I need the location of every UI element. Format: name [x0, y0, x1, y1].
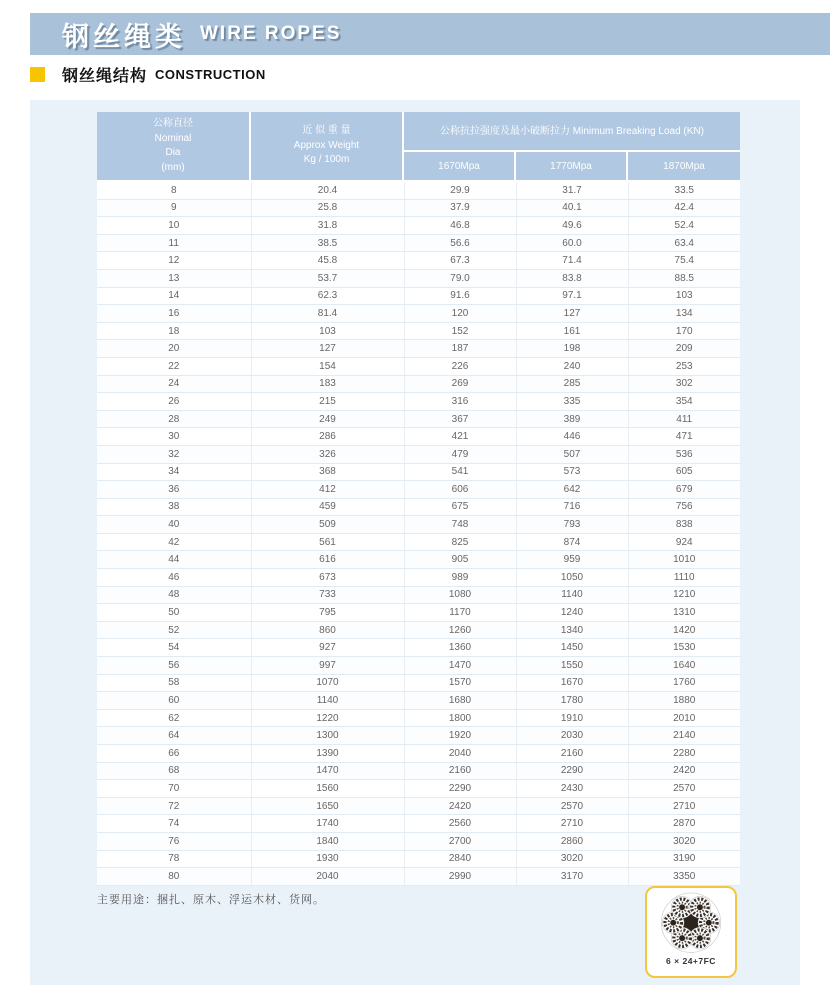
- table-row: [97, 357, 740, 375]
- table-cell: 1110: [628, 569, 740, 587]
- table-cell: 354: [628, 393, 740, 411]
- table-cell: 536: [628, 445, 740, 463]
- table-cell: 8: [97, 182, 251, 199]
- table-cell: 34: [97, 463, 251, 481]
- table-cell: 2560: [404, 815, 516, 833]
- table-cell: 22: [97, 357, 251, 375]
- table-cell: 335: [516, 393, 628, 411]
- table-cell: 63.4: [628, 234, 740, 252]
- table-cell: 3350: [628, 868, 740, 886]
- table-cell: 79.0: [404, 269, 516, 287]
- table-cell: 2430: [516, 780, 628, 798]
- table-row: [97, 322, 740, 340]
- table-cell: 83.8: [516, 269, 628, 287]
- header-breaking-load-title: 公称抗拉强度及最小破断拉力 Minimum Breaking Load (KN): [404, 112, 740, 152]
- table-cell: 46: [97, 569, 251, 587]
- table-row: [97, 674, 740, 692]
- table-cell: 1640: [628, 657, 740, 675]
- table-cell: 606: [404, 481, 516, 499]
- table-cell: 2040: [404, 745, 516, 763]
- rope-cross-section-icon: [658, 891, 724, 957]
- table-cell: 12: [97, 252, 251, 270]
- table-cell: 1680: [404, 692, 516, 710]
- table-cell: 446: [516, 428, 628, 446]
- table-header: [97, 112, 740, 180]
- table-cell: 14: [97, 287, 251, 305]
- table-cell: 25.8: [251, 199, 404, 217]
- header-nominal-dia-zh: 公称直径: [153, 118, 193, 129]
- table-cell: 80: [97, 868, 251, 886]
- spec-table: [97, 112, 740, 886]
- table-row: [97, 217, 740, 235]
- table-cell: 541: [404, 463, 516, 481]
- table-cell: 561: [251, 533, 404, 551]
- table-cell: 1920: [404, 727, 516, 745]
- table-cell: 37.9: [404, 199, 516, 217]
- yellow-square-bullet-icon: [30, 67, 45, 82]
- table-row: [97, 498, 740, 516]
- table-row: [97, 340, 740, 358]
- table-row: [97, 533, 740, 551]
- table-cell: 905: [404, 551, 516, 569]
- table-cell: 134: [628, 305, 740, 323]
- usage-note: 主要用途：捆扎、原木、浮运木材、货网。: [97, 894, 325, 906]
- table-cell: 389: [516, 410, 628, 428]
- table-cell: 1450: [516, 639, 628, 657]
- table-cell: 97.1: [516, 287, 628, 305]
- table-row: [97, 569, 740, 587]
- table-row: [97, 463, 740, 481]
- table-row: [97, 516, 740, 534]
- table-cell: 642: [516, 481, 628, 499]
- section-title-en: CONSTRUCTION: [155, 67, 266, 82]
- table-cell: 68: [97, 762, 251, 780]
- header-nominal-dia-en1: Nominal: [154, 132, 192, 144]
- header-approx-weight-zh: 近 似 重 量: [302, 125, 351, 137]
- table-cell: 1420: [628, 621, 740, 639]
- table-cell: 605: [628, 463, 740, 481]
- table-cell: 103: [628, 287, 740, 305]
- table-cell: 16: [97, 305, 251, 323]
- table-cell: 54: [97, 639, 251, 657]
- table-cell: 67.3: [404, 252, 516, 270]
- table-cell: 72: [97, 797, 251, 815]
- table-cell: 471: [628, 428, 740, 446]
- table-cell: 285: [516, 375, 628, 393]
- table-row: [97, 586, 740, 604]
- table-cell: 2700: [404, 832, 516, 850]
- header-grade-1670: 1670Mpa: [404, 152, 516, 180]
- table-cell: 66: [97, 745, 251, 763]
- table-cell: 1010: [628, 551, 740, 569]
- table-cell: 1220: [251, 709, 404, 727]
- table-cell: 269: [404, 375, 516, 393]
- table-cell: 2420: [628, 762, 740, 780]
- table-cell: 62.3: [251, 287, 404, 305]
- table-cell: 874: [516, 533, 628, 551]
- table-cell: 997: [251, 657, 404, 675]
- table-cell: 1170: [404, 604, 516, 622]
- table-cell: 127: [251, 340, 404, 358]
- table-cell: 56.6: [404, 234, 516, 252]
- table-cell: 1740: [251, 815, 404, 833]
- table-cell: 33.5: [628, 182, 740, 199]
- table-row: [97, 234, 740, 252]
- table-cell: 3020: [516, 850, 628, 868]
- table-cell: 412: [251, 481, 404, 499]
- table-cell: 60.0: [516, 234, 628, 252]
- table-row: [97, 393, 740, 411]
- table-cell: 26: [97, 393, 251, 411]
- table-cell: 1470: [404, 657, 516, 675]
- table-cell: 509: [251, 516, 404, 534]
- table-row: [97, 780, 740, 798]
- table-row: [97, 269, 740, 287]
- header-approx-weight-en1: Approx Weight: [293, 139, 360, 151]
- table-cell: 2990: [404, 868, 516, 886]
- table-cell: 1050: [516, 569, 628, 587]
- table-cell: 52: [97, 621, 251, 639]
- table-body: [97, 182, 740, 885]
- table-cell: 959: [516, 551, 628, 569]
- table-cell: 1840: [251, 832, 404, 850]
- table-cell: 49.6: [516, 217, 628, 235]
- table-cell: 2010: [628, 709, 740, 727]
- table-cell: 74: [97, 815, 251, 833]
- table-cell: 1930: [251, 850, 404, 868]
- table-cell: 29.9: [404, 182, 516, 199]
- header-grade-row: [404, 152, 740, 180]
- table-cell: 170: [628, 322, 740, 340]
- table-cell: 198: [516, 340, 628, 358]
- table-cell: 1670: [516, 674, 628, 692]
- table-cell: 2870: [628, 815, 740, 833]
- table-cell: 103: [251, 322, 404, 340]
- rope-construction-label: 6 × 24+7FC: [666, 956, 716, 966]
- table-row: [97, 305, 740, 323]
- table-row: [97, 797, 740, 815]
- table-cell: 2140: [628, 727, 740, 745]
- table-row: [97, 252, 740, 270]
- table-cell: 226: [404, 357, 516, 375]
- header-breaking-load-group: [404, 112, 740, 180]
- table-cell: 42: [97, 533, 251, 551]
- table-cell: 2710: [516, 815, 628, 833]
- table-cell: 2040: [251, 868, 404, 886]
- table-cell: 733: [251, 586, 404, 604]
- banner-title-en: WIRE ROPES: [200, 23, 342, 44]
- table-cell: 127: [516, 305, 628, 323]
- table-cell: 989: [404, 569, 516, 587]
- table-cell: 120: [404, 305, 516, 323]
- table-cell: 367: [404, 410, 516, 428]
- table-cell: 2570: [628, 780, 740, 798]
- table-cell: 31.8: [251, 217, 404, 235]
- table-cell: 60: [97, 692, 251, 710]
- table-cell: 286: [251, 428, 404, 446]
- table-cell: 20.4: [251, 182, 404, 199]
- table-cell: 1360: [404, 639, 516, 657]
- table-cell: 459: [251, 498, 404, 516]
- table-cell: 1800: [404, 709, 516, 727]
- table-cell: 1390: [251, 745, 404, 763]
- section-heading: [30, 63, 266, 86]
- table-cell: 30: [97, 428, 251, 446]
- table-cell: 793: [516, 516, 628, 534]
- table-cell: 1070: [251, 674, 404, 692]
- table-cell: 1210: [628, 586, 740, 604]
- table-row: [97, 287, 740, 305]
- table-cell: 36: [97, 481, 251, 499]
- header-nominal-dia-en3: (mm): [161, 161, 185, 173]
- table-cell: 368: [251, 463, 404, 481]
- table-cell: 3190: [628, 850, 740, 868]
- table-cell: 748: [404, 516, 516, 534]
- table-cell: 1570: [404, 674, 516, 692]
- table-cell: 20: [97, 340, 251, 358]
- banner-title-zh: 钢丝绳类: [62, 21, 186, 52]
- table-cell: 2280: [628, 745, 740, 763]
- table-cell: 31.7: [516, 182, 628, 199]
- table-cell: 58: [97, 674, 251, 692]
- table-row: [97, 745, 740, 763]
- table-cell: 45.8: [251, 252, 404, 270]
- table-cell: 11: [97, 234, 251, 252]
- table-cell: 78: [97, 850, 251, 868]
- table-cell: 10: [97, 217, 251, 235]
- table-cell: 75.4: [628, 252, 740, 270]
- table-cell: 1650: [251, 797, 404, 815]
- table-cell: 1470: [251, 762, 404, 780]
- table-cell: 18: [97, 322, 251, 340]
- table-row: [97, 868, 740, 886]
- table-row: [97, 410, 740, 428]
- table-cell: 1140: [251, 692, 404, 710]
- table-cell: 825: [404, 533, 516, 551]
- table-cell: 316: [404, 393, 516, 411]
- table-cell: 1300: [251, 727, 404, 745]
- table-row: [97, 199, 740, 217]
- table-cell: 1780: [516, 692, 628, 710]
- table-cell: 675: [404, 498, 516, 516]
- table-row: [97, 850, 740, 868]
- table-cell: 1240: [516, 604, 628, 622]
- table-cell: 924: [628, 533, 740, 551]
- table-cell: 838: [628, 516, 740, 534]
- table-cell: 154: [251, 357, 404, 375]
- table-cell: 2160: [516, 745, 628, 763]
- table-cell: 1260: [404, 621, 516, 639]
- table-cell: 9: [97, 199, 251, 217]
- header-grade-1770: 1770Mpa: [516, 152, 628, 180]
- table-cell: 616: [251, 551, 404, 569]
- table-cell: 91.6: [404, 287, 516, 305]
- table-cell: 302: [628, 375, 740, 393]
- table-cell: 1910: [516, 709, 628, 727]
- table-row: [97, 551, 740, 569]
- table-cell: 860: [251, 621, 404, 639]
- table-cell: 421: [404, 428, 516, 446]
- table-cell: 71.4: [516, 252, 628, 270]
- table-row: [97, 445, 740, 463]
- header-nominal-dia: [97, 112, 251, 180]
- table-row: [97, 815, 740, 833]
- table-cell: 44: [97, 551, 251, 569]
- table-row: [97, 762, 740, 780]
- table-cell: 1140: [516, 586, 628, 604]
- header-approx-weight: [251, 112, 404, 180]
- table-cell: 215: [251, 393, 404, 411]
- header-approx-weight-en2: Kg / 100m: [303, 154, 350, 166]
- table-cell: 3020: [628, 832, 740, 850]
- table-cell: 1340: [516, 621, 628, 639]
- table-cell: 209: [628, 340, 740, 358]
- table-cell: 673: [251, 569, 404, 587]
- section-title-zh: 钢丝绳结构: [62, 68, 148, 85]
- content-panel: [30, 100, 800, 985]
- table-cell: 187: [404, 340, 516, 358]
- table-row: [97, 727, 740, 745]
- table-cell: 253: [628, 357, 740, 375]
- table-cell: 2290: [404, 780, 516, 798]
- table-cell: 326: [251, 445, 404, 463]
- table-cell: 70: [97, 780, 251, 798]
- table-row: [97, 375, 740, 393]
- table-row: [97, 604, 740, 622]
- table-cell: 249: [251, 410, 404, 428]
- table-row: [97, 639, 740, 657]
- table-cell: 679: [628, 481, 740, 499]
- table-cell: 38: [97, 498, 251, 516]
- table-cell: 756: [628, 498, 740, 516]
- rope-cross-section-card: [645, 886, 737, 978]
- table-cell: 2570: [516, 797, 628, 815]
- table-cell: 40: [97, 516, 251, 534]
- table-cell: 161: [516, 322, 628, 340]
- table-cell: 2860: [516, 832, 628, 850]
- table-cell: 1880: [628, 692, 740, 710]
- table-cell: 2030: [516, 727, 628, 745]
- table-row: [97, 428, 740, 446]
- table-cell: 240: [516, 357, 628, 375]
- table-cell: 56: [97, 657, 251, 675]
- table-row: [97, 481, 740, 499]
- table-cell: 1550: [516, 657, 628, 675]
- table-cell: 507: [516, 445, 628, 463]
- table-cell: 927: [251, 639, 404, 657]
- table-row: [97, 182, 740, 199]
- table-cell: 479: [404, 445, 516, 463]
- table-cell: 81.4: [251, 305, 404, 323]
- table-cell: 1310: [628, 604, 740, 622]
- table-cell: 40.1: [516, 199, 628, 217]
- table-row: [97, 709, 740, 727]
- table-cell: 32: [97, 445, 251, 463]
- table-cell: 1560: [251, 780, 404, 798]
- table-cell: 1080: [404, 586, 516, 604]
- table-cell: 716: [516, 498, 628, 516]
- page-banner: [30, 13, 830, 55]
- table-cell: 2710: [628, 797, 740, 815]
- table-cell: 2840: [404, 850, 516, 868]
- table-cell: 2160: [404, 762, 516, 780]
- table-cell: 1530: [628, 639, 740, 657]
- table-cell: 64: [97, 727, 251, 745]
- table-cell: 50: [97, 604, 251, 622]
- table-row: [97, 621, 740, 639]
- table-cell: 53.7: [251, 269, 404, 287]
- table-cell: 2290: [516, 762, 628, 780]
- header-nominal-dia-en2: Dia: [165, 147, 181, 158]
- table-row: [97, 692, 740, 710]
- table-cell: 795: [251, 604, 404, 622]
- table-cell: 152: [404, 322, 516, 340]
- table-cell: 88.5: [628, 269, 740, 287]
- table-cell: 13: [97, 269, 251, 287]
- table-cell: 28: [97, 410, 251, 428]
- table-row: [97, 657, 740, 675]
- table-cell: 411: [628, 410, 740, 428]
- table-row: [97, 832, 740, 850]
- table-cell: 62: [97, 709, 251, 727]
- table-cell: 46.8: [404, 217, 516, 235]
- table-cell: 48: [97, 586, 251, 604]
- table-cell: 24: [97, 375, 251, 393]
- table-cell: 1760: [628, 674, 740, 692]
- table-cell: 573: [516, 463, 628, 481]
- table-cell: 76: [97, 832, 251, 850]
- table-cell: 3170: [516, 868, 628, 886]
- spec-data-table: [97, 182, 740, 886]
- table-cell: 2420: [404, 797, 516, 815]
- table-cell: 42.4: [628, 199, 740, 217]
- header-grade-1870: 1870Mpa: [628, 152, 740, 180]
- table-cell: 38.5: [251, 234, 404, 252]
- table-cell: 52.4: [628, 217, 740, 235]
- table-cell: 183: [251, 375, 404, 393]
